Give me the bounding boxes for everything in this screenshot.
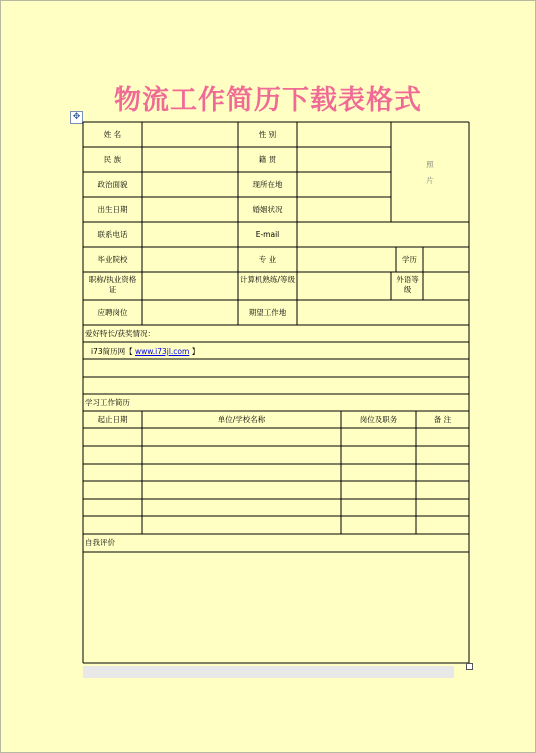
source-suffix: 】 xyxy=(191,347,200,356)
gender-field[interactable] xyxy=(298,123,390,146)
expected-location-label: 期望工作地 xyxy=(248,308,287,317)
name-field[interactable] xyxy=(143,123,237,146)
major-field[interactable] xyxy=(298,248,395,271)
current-location-field[interactable] xyxy=(298,173,390,196)
computer-skill-label: 计算机熟练/等级 xyxy=(239,275,296,284)
professional-title-field[interactable] xyxy=(143,273,237,299)
marital-status-label: 婚姻状况 xyxy=(252,205,283,214)
photo-label-line2: 片 xyxy=(426,176,434,185)
applied-position-label: 应聘岗位 xyxy=(97,308,128,317)
degree-label: 学历 xyxy=(402,255,417,264)
source-prefix: i73简历网【 xyxy=(91,347,133,356)
history-label: 学习工作简历 xyxy=(85,398,130,407)
political-status-field[interactable] xyxy=(143,173,237,196)
table-resize-handle[interactable] xyxy=(466,663,473,670)
hobbies-label: 爱好特长/获奖情况： xyxy=(85,329,156,338)
page-title: 物流工作简历下载表格式 xyxy=(114,85,422,116)
language-level-field[interactable] xyxy=(424,273,468,299)
photo-label-line1: 照 xyxy=(426,160,434,169)
history-header-organization: 单位/学校名称 xyxy=(217,415,266,424)
history-header-post: 岗位及职务 xyxy=(359,415,398,424)
self-evaluation-label: 自我评价 xyxy=(85,538,115,547)
school-label: 毕业院校 xyxy=(97,255,128,264)
email-field[interactable] xyxy=(298,223,468,246)
email-label: E-mail xyxy=(255,230,280,239)
political-status-label: 政治面貌 xyxy=(97,180,128,189)
degree-field[interactable] xyxy=(424,248,468,271)
native-place-field[interactable] xyxy=(298,148,390,171)
professional-title-label: 职称/执业资格证 xyxy=(88,275,137,294)
applied-position-field[interactable] xyxy=(143,301,237,324)
phone-label: 联系电话 xyxy=(97,230,128,239)
computer-skill-field[interactable] xyxy=(298,273,390,299)
name-label: 姓 名 xyxy=(103,130,122,139)
ethnicity-label: 民 族 xyxy=(103,155,122,164)
marital-status-field[interactable] xyxy=(298,198,390,221)
gender-label: 性 别 xyxy=(258,130,277,139)
table-move-handle-icon[interactable]: ✥ xyxy=(70,111,83,124)
history-header-remark: 备 注 xyxy=(433,415,452,424)
source-line xyxy=(91,347,199,357)
birth-date-label: 出生日期 xyxy=(97,205,128,214)
phone-field[interactable] xyxy=(143,223,237,246)
school-field[interactable] xyxy=(143,248,237,271)
history-header-dates: 起止日期 xyxy=(97,415,128,424)
footer-strip xyxy=(83,666,454,678)
language-level-label: 外语等级 xyxy=(396,275,419,294)
self-evaluation-field[interactable] xyxy=(84,553,468,662)
major-label: 专 业 xyxy=(258,255,277,264)
expected-location-field[interactable] xyxy=(298,301,468,324)
native-place-label: 籍 贯 xyxy=(258,155,277,164)
ethnicity-field[interactable] xyxy=(143,148,237,171)
source-link[interactable]: www.i73jl.com xyxy=(135,347,190,356)
current-location-label: 现所在地 xyxy=(252,180,283,189)
birth-date-field[interactable] xyxy=(143,198,237,221)
